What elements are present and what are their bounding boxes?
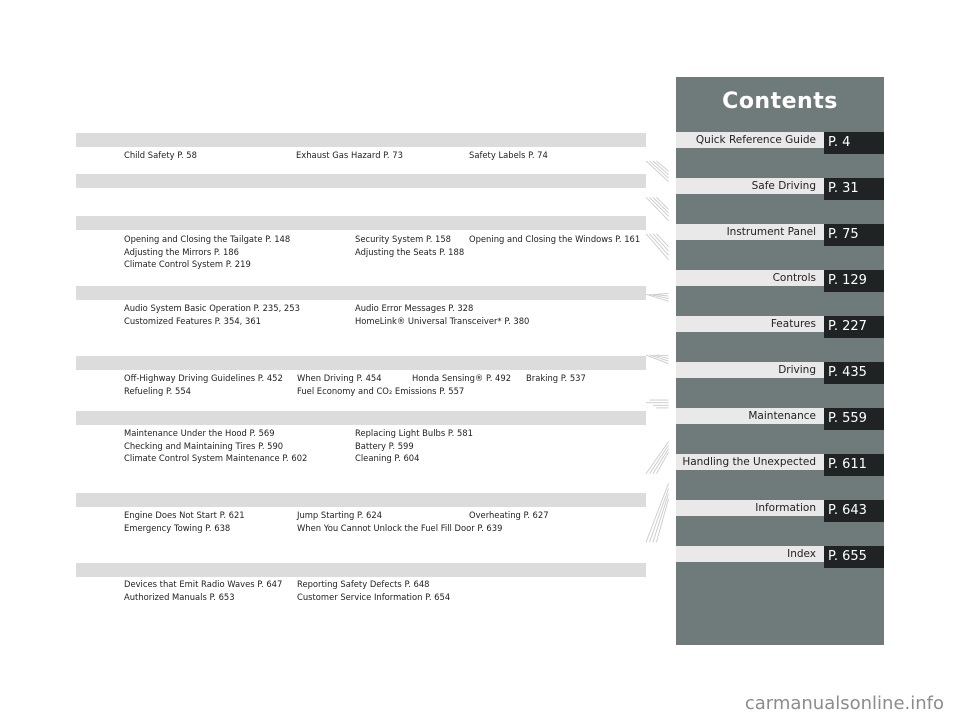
tab-page-number[interactable]: P. 611 bbox=[824, 454, 884, 476]
toc-entry[interactable]: Climate Control System P. 219 bbox=[124, 259, 251, 269]
toc-entry[interactable]: Child Safety P. 58 bbox=[124, 150, 197, 160]
toc-entry[interactable]: Maintenance Under the Hood P. 569 bbox=[124, 428, 275, 438]
toc-entry[interactable]: Adjusting the Seats P. 188 bbox=[355, 246, 465, 257]
toc-entry[interactable]: Customer Service Information P. 654 bbox=[297, 591, 451, 602]
tab-label: Features bbox=[770, 318, 816, 330]
toc-entry[interactable]: Honda Sensing® P. 492 bbox=[412, 373, 512, 383]
toc-entry[interactable]: Audio System Basic Operation P. 235, 253 bbox=[124, 303, 300, 313]
toc-entry[interactable]: HomeLink® Universal Transceiver* P. 380 bbox=[355, 315, 530, 326]
tab-label: Safe Driving bbox=[751, 180, 816, 192]
tab-page-number[interactable]: P. 559 bbox=[824, 408, 884, 430]
tab-instrument-panel[interactable] bbox=[676, 224, 884, 246]
tab-label: Controls bbox=[772, 272, 816, 284]
tab-page-number[interactable]: P. 227 bbox=[824, 316, 884, 338]
toc-entry[interactable]: Authorized Manuals P. 653 bbox=[124, 591, 235, 602]
tab-handling-the-unexpected[interactable] bbox=[676, 454, 884, 476]
toc-entry[interactable]: Braking P. 537 bbox=[526, 373, 586, 383]
toc-entry[interactable]: Replacing Light Bulbs P. 581 bbox=[355, 428, 473, 438]
toc-entry[interactable]: Fuel Economy and CO₂ Emissions P. 557 bbox=[297, 385, 465, 396]
toc-entry[interactable]: Off-Highway Driving Guidelines P. 452 bbox=[124, 373, 283, 383]
tab-controls[interactable] bbox=[676, 270, 884, 292]
watermark: carmanualsonline.info bbox=[744, 693, 944, 714]
toc-entry[interactable]: Opening and Closing the Windows P. 161 bbox=[469, 234, 641, 244]
toc-entry[interactable]: Battery P. 599 bbox=[355, 440, 414, 451]
tab-page-number[interactable]: P. 129 bbox=[824, 270, 884, 292]
tab-page-number[interactable]: P. 435 bbox=[824, 362, 884, 384]
toc-entry[interactable]: Emergency Towing P. 638 bbox=[124, 522, 231, 533]
tab-features[interactable] bbox=[676, 316, 884, 338]
toc-entry[interactable]: Checking and Maintaining Tires P. 590 bbox=[124, 440, 284, 451]
section-band-controls bbox=[76, 216, 646, 230]
tab-label: Driving bbox=[778, 364, 816, 376]
toc-entry[interactable]: When Driving P. 454 bbox=[297, 373, 382, 383]
tab-page-number[interactable]: P. 4 bbox=[824, 132, 884, 154]
tab-driving[interactable] bbox=[676, 362, 884, 384]
tab-label: Index bbox=[787, 548, 816, 560]
toc-entry[interactable]: Refueling P. 554 bbox=[124, 385, 191, 396]
toc-entry[interactable]: Opening and Closing the Tailgate P. 148 bbox=[124, 234, 291, 244]
section-band-features bbox=[76, 286, 646, 300]
section-band-safe-driving bbox=[76, 133, 646, 147]
toc-entry[interactable]: Overheating P. 627 bbox=[469, 510, 549, 520]
tab-safe-driving[interactable] bbox=[676, 178, 884, 200]
tab-label: Information bbox=[755, 502, 816, 514]
section-band-maintenance bbox=[76, 411, 646, 425]
tab-information[interactable] bbox=[676, 500, 884, 522]
tab-page-number[interactable]: P. 75 bbox=[824, 224, 884, 246]
toc-entry[interactable]: Engine Does Not Start P. 621 bbox=[124, 510, 245, 520]
toc-entry[interactable]: Customized Features P. 354, 361 bbox=[124, 315, 261, 326]
toc-entry[interactable]: Climate Control System Maintenance P. 602 bbox=[124, 453, 308, 463]
tab-label: Quick Reference Guide bbox=[695, 134, 816, 146]
toc-entry[interactable]: Security System P. 158 bbox=[355, 234, 451, 244]
toc-entry[interactable]: Jump Starting P. 624 bbox=[297, 510, 383, 520]
tab-page-number[interactable]: P. 655 bbox=[824, 546, 884, 568]
toc-entry[interactable]: Audio Error Messages P. 328 bbox=[355, 303, 474, 313]
tab-label: Instrument Panel bbox=[726, 226, 816, 238]
contents-panel bbox=[676, 77, 884, 645]
toc-entry[interactable]: Adjusting the Mirrors P. 186 bbox=[124, 246, 239, 257]
toc-entry[interactable]: Devices that Emit Radio Waves P. 647 bbox=[124, 579, 283, 589]
tab-index[interactable] bbox=[676, 546, 884, 568]
section-band-unexpected bbox=[76, 493, 646, 507]
tab-label: Maintenance bbox=[748, 410, 816, 422]
contents-title: Contents bbox=[722, 89, 838, 114]
toc-entry[interactable]: Reporting Safety Defects P. 648 bbox=[297, 579, 430, 589]
tab-quick-reference-guide[interactable] bbox=[676, 132, 884, 154]
tab-page-number[interactable]: P. 643 bbox=[824, 500, 884, 522]
toc-entry[interactable]: Exhaust Gas Hazard P. 73 bbox=[296, 150, 403, 160]
tab-maintenance[interactable] bbox=[676, 408, 884, 430]
section-band-information bbox=[76, 563, 646, 577]
toc-entry[interactable]: Safety Labels P. 74 bbox=[469, 150, 548, 160]
tab-label: Handling the Unexpected bbox=[682, 456, 816, 468]
tab-page-number[interactable]: P. 31 bbox=[824, 178, 884, 200]
section-band-driving bbox=[76, 356, 646, 370]
toc-entry[interactable]: When You Cannot Unlock the Fuel Fill Door P. 639 bbox=[297, 522, 503, 533]
section-band-instrument-panel bbox=[76, 174, 646, 188]
connector-fan bbox=[646, 125, 672, 585]
toc-entry[interactable]: Cleaning P. 604 bbox=[355, 453, 420, 463]
